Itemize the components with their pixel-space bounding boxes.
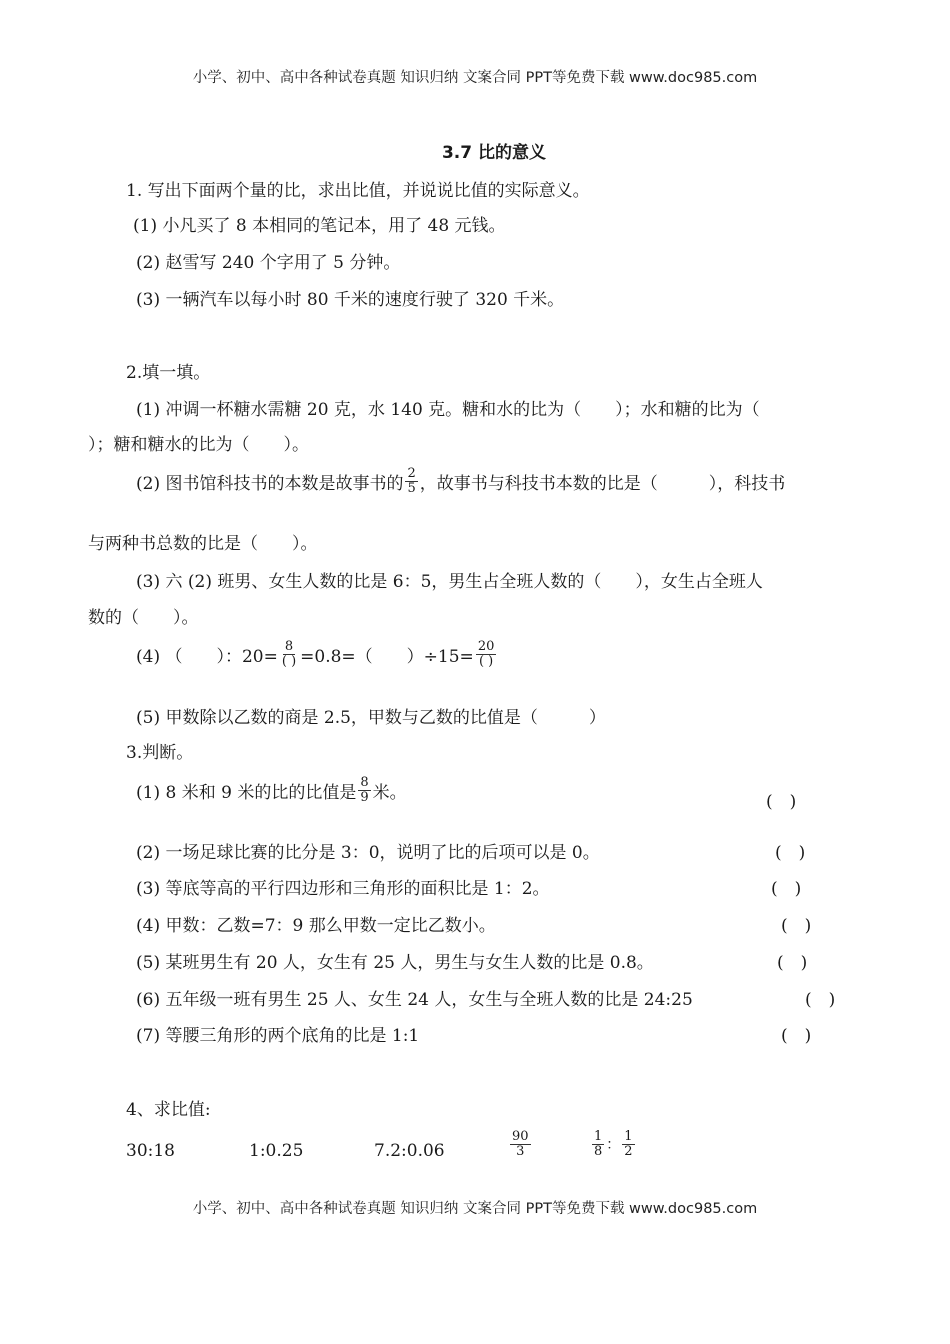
q4-expr-5-fraction-b (622, 1130, 634, 1158)
q3-item-5: (5) 某班男生有 20 人，女生有 25 人，男生与女生人数的比是 0.8。 (136, 953, 654, 973)
q3-item-4: (4) 甲数：乙数=7：9 那么甲数一定比乙数小。 (136, 916, 496, 936)
q3-answer-3: ( ) (771, 879, 802, 899)
q3-item-1-pre: (1) 8 米和 9 米的比的比值是 (136, 782, 357, 803)
q1-item-3: (3) 一辆汽车以每小时 80 千米的速度行驶了 320 千米。 (136, 290, 565, 310)
q4-expr-5-fraction-a (592, 1130, 604, 1158)
q4-expr-4 (508, 1130, 533, 1158)
q3-stem: 3.判断。 (126, 743, 194, 763)
q4-expr-2: 1:0.25 (249, 1141, 304, 1161)
q3-answer-5: ( ) (777, 953, 808, 973)
q3-answer-7: ( ) (781, 1026, 812, 1046)
q2-item-4 (136, 640, 498, 668)
q1-item-2: (2) 赵雪写 240 个字用了 5 分钟。 (136, 253, 401, 273)
page-title: 3.7 比的意义 (441, 143, 547, 163)
q3-item-2: (2) 一场足球比赛的比分是 3：0，说明了比的后项可以是 0。 (136, 843, 600, 863)
fraction-numerator: 8 (360, 775, 369, 790)
q2-item-4-fraction-2 (476, 640, 497, 668)
q2-item-4-fraction-1 (280, 640, 298, 668)
q4-expr-3: 7.2:0.06 (374, 1141, 445, 1161)
fraction-denominator: 5 (407, 480, 416, 496)
q2-item-2-fraction (405, 467, 417, 495)
q1-item-1: (1) 小凡买了 8 本相同的笔记本，用了 48 元钱。 (133, 216, 506, 236)
page-header: 小学、初中、高中各种试卷真题 知识归纳 文案合同 PPT等免费下载 www.doc985.com (192, 70, 758, 86)
q2-item-2-pre: (2) 图书馆科技书的本数是故事书的 (136, 473, 404, 494)
fraction-numerator: 20 (477, 639, 495, 654)
q2-item-2-line2: 与两种书总数的比是（ ）。 (88, 534, 318, 554)
fraction-numerator: 90 (512, 1129, 529, 1144)
q2-stem: 2.填一填。 (126, 363, 211, 383)
q4-expr-4-fraction (510, 1130, 531, 1158)
q2-item-2-post: ，故事书与科技书本数的比是（ ），科技书 (419, 473, 786, 494)
page-footer: 小学、初中、高中各种试卷真题 知识归纳 文案合同 PPT等免费下载 www.doc985.com (192, 1201, 758, 1217)
q3-item-6: (6) 五年级一班有男生 25 人、女生 24 人，女生与全班人数的比是 24:25 (136, 990, 693, 1010)
q4-expr-1: 30:18 (126, 1141, 175, 1161)
fraction-denominator: ( ) (281, 653, 297, 669)
q3-answer-2: ( ) (775, 843, 806, 863)
fraction-numerator: 8 (284, 639, 294, 654)
fraction-denominator: 9 (360, 789, 369, 805)
q2-item-3-line1: (3) 六 (2) 班男、女生人数的比是 6：5，男生占全班人数的（ ），女生占全班人 (136, 572, 763, 592)
fraction-numerator: 1 (624, 1129, 633, 1144)
q2-item-1-line1: (1) 冲调一杯糖水需糖 20 克，水 140 克。糖和水的比为（ ）；水和糖的比为（ (136, 400, 760, 420)
q4-expr-5 (590, 1130, 637, 1158)
q4-stem: 4、求比值: (126, 1100, 211, 1120)
fraction-denominator: 2 (624, 1143, 633, 1159)
q1-stem: 1. 写出下面两个量的比，求出比值，并说说比值的实际意义。 (126, 181, 590, 201)
q2-item-2-line1 (136, 467, 785, 495)
fraction-denominator: 8 (594, 1143, 603, 1159)
q3-item-1-fraction (358, 776, 370, 804)
q2-item-5: (5) 甲数除以乙数的商是 2.5，甲数与乙数的比值是（ ） (136, 708, 606, 728)
q3-item-7: (7) 等腰三角形的两个底角的比是 1:1 (136, 1026, 420, 1046)
q2-item-3-line2: 数的（ ）。 (88, 608, 199, 628)
q2-item-1-line2: ）；糖和糖水的比为（ ）。 (88, 435, 309, 455)
q2-item-4-b: =0.8=（ ）÷15= (300, 646, 474, 667)
q4-expr-5-separator: ： (606, 1137, 621, 1154)
q3-answer-6: ( ) (805, 990, 836, 1010)
fraction-denominator: ( ) (478, 653, 494, 669)
q3-item-1 (136, 776, 407, 804)
fraction-numerator: 1 (594, 1129, 603, 1144)
q3-item-1-post: 米。 (372, 782, 407, 803)
fraction-denominator: 3 (516, 1143, 525, 1159)
q3-item-3: (3) 等底等高的平行四边形和三角形的面积比是 1：2。 (136, 879, 550, 899)
q3-answer-1: ( ) (766, 792, 797, 812)
fraction-numerator: 2 (407, 466, 416, 481)
q2-item-4-a: (4) （ ）：20= (136, 646, 278, 667)
q3-answer-4: ( ) (781, 916, 812, 936)
